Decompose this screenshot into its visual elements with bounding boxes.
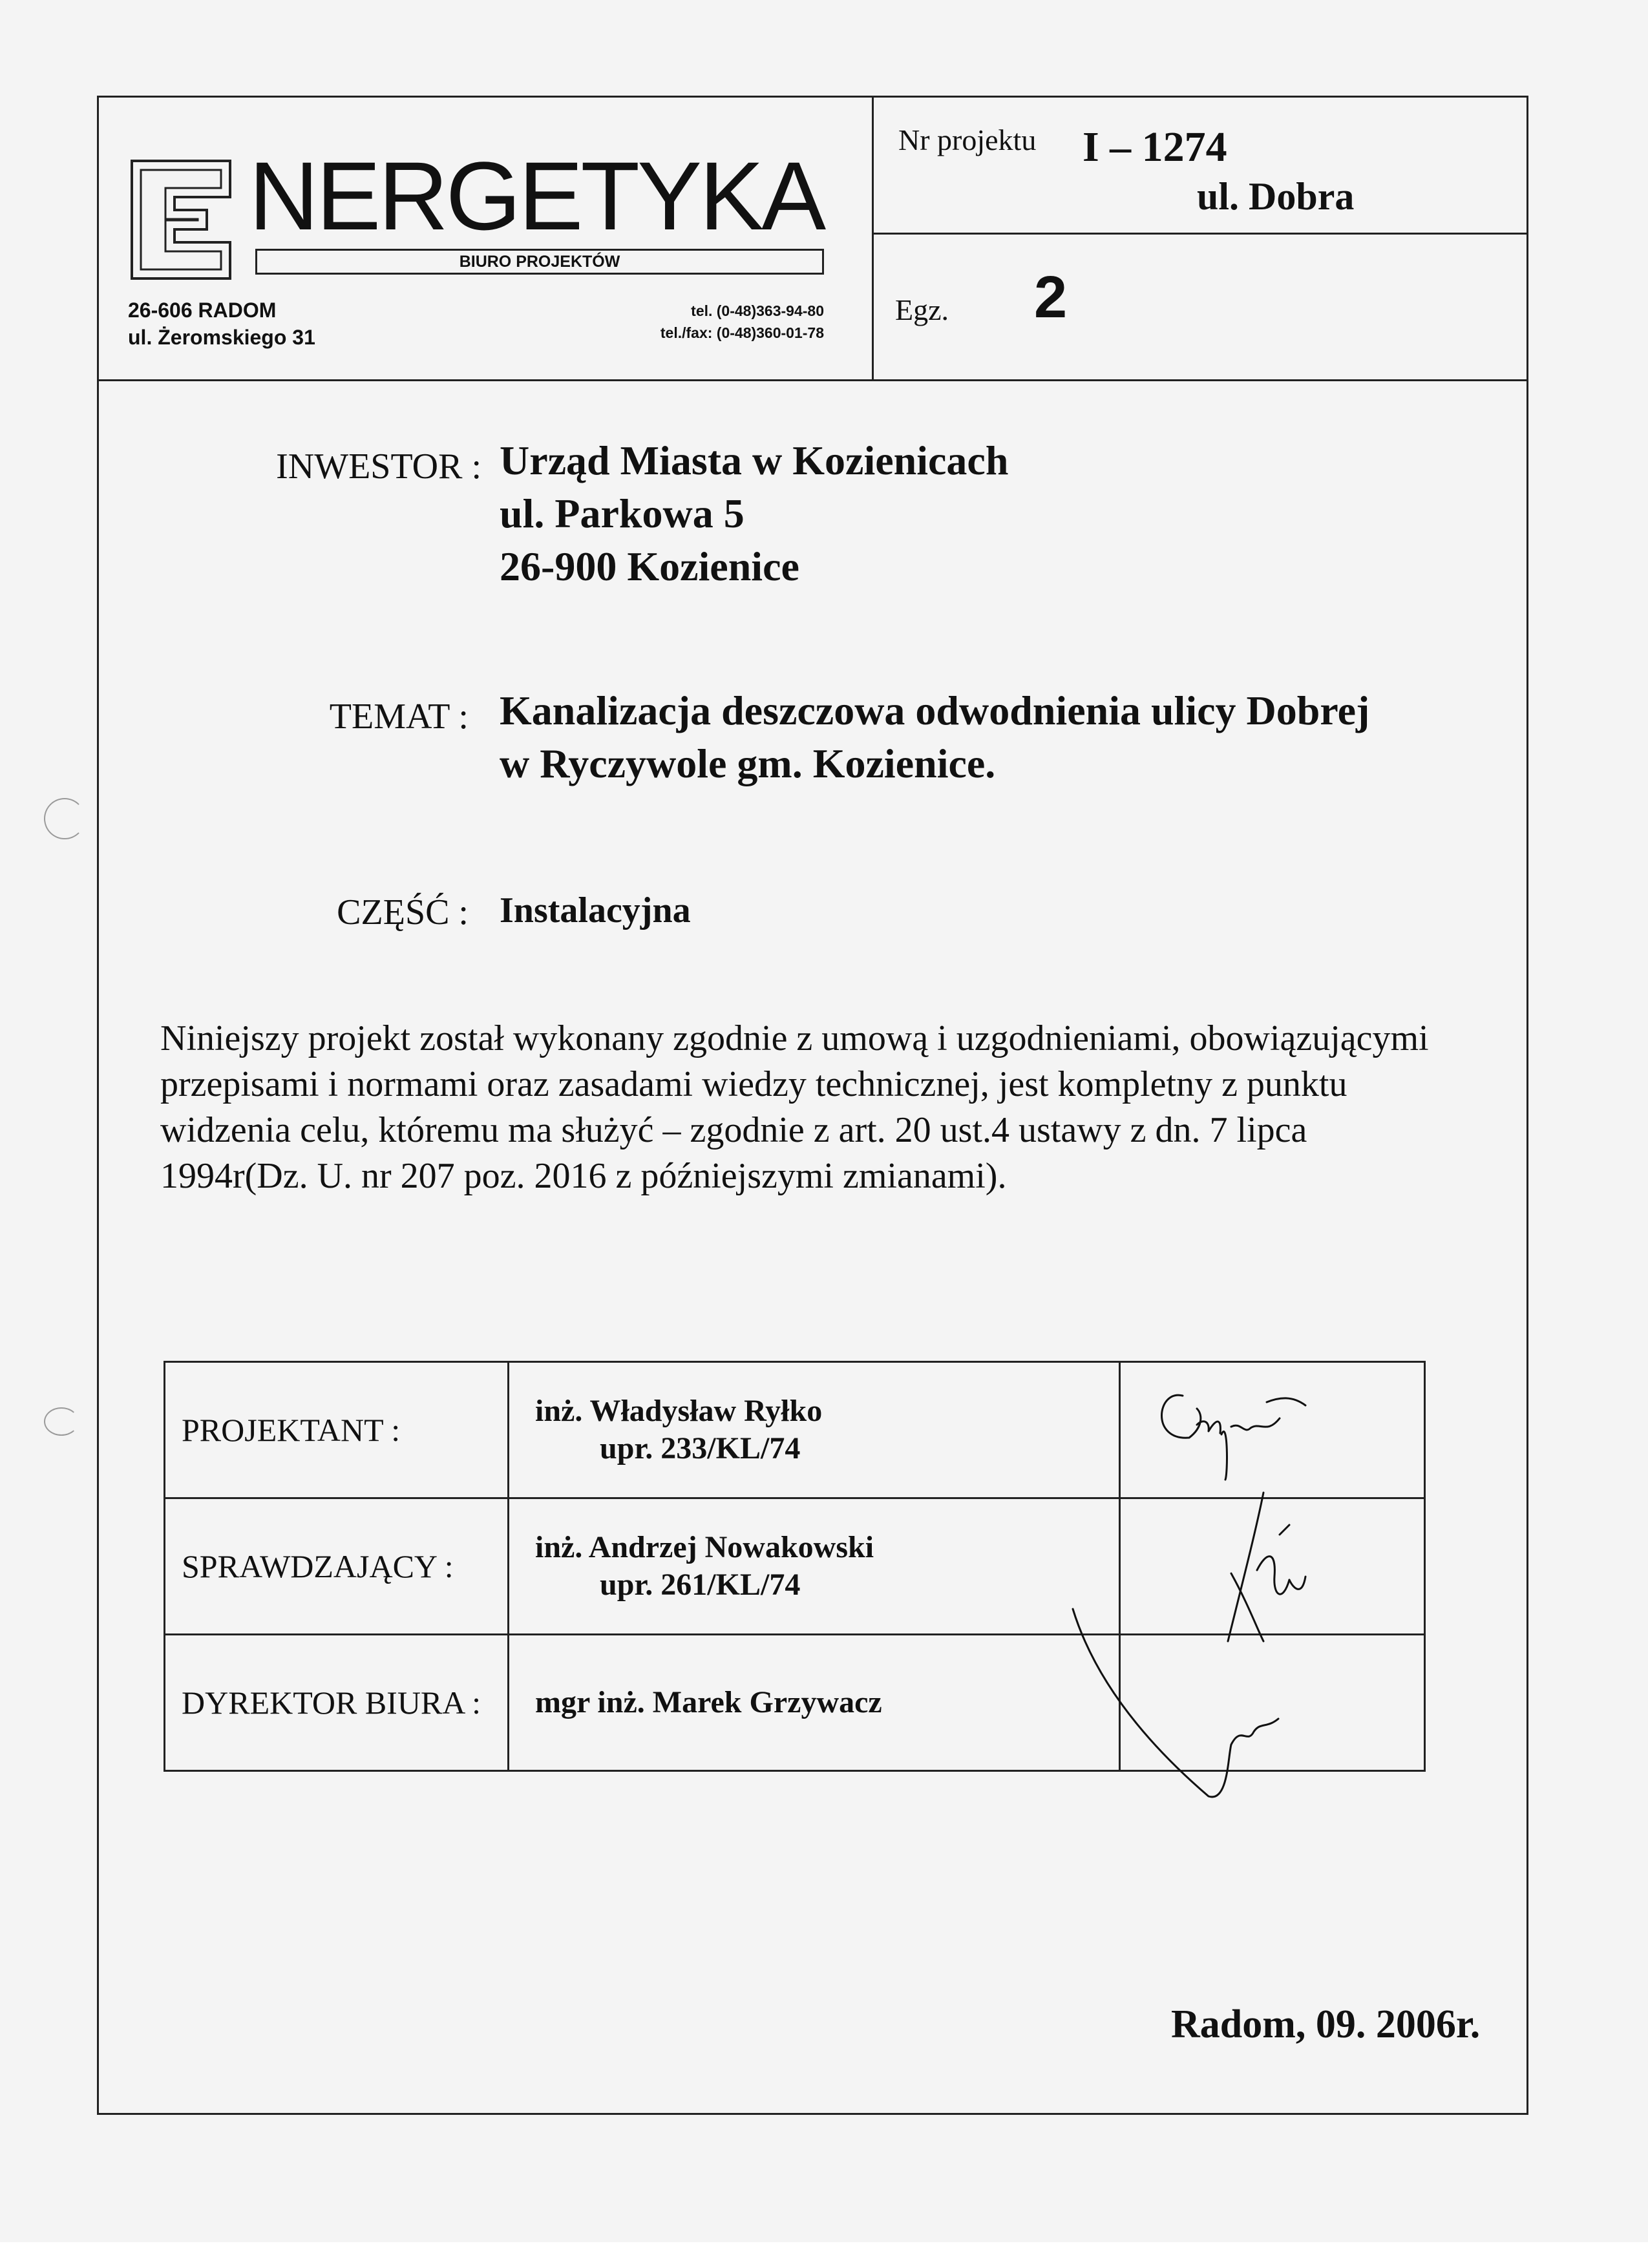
project-number: I – 1274 — [1083, 123, 1227, 171]
role-designer: PROJEKTANT : — [165, 1362, 509, 1498]
statement-line: widzenia celu, któremu ma służyć – zgodnie z art. 20 ust.4 ustawy z dn. 7 lipca — [160, 1110, 1307, 1150]
subject-line-1: Kanalizacja deszczowa odwodnienia ulicy Dobrej — [500, 688, 1370, 733]
director-cell — [509, 1635, 1120, 1771]
subject-label: TEMAT : — [329, 697, 469, 737]
part-label: CZĘŚĆ : — [337, 892, 469, 932]
role-director: DYREKTOR BIURA : — [165, 1635, 509, 1771]
company-fax: tel./fax: (0-48)360-01-78 — [660, 324, 824, 341]
header-column-divider — [872, 96, 874, 380]
handwritten-signatures — [1034, 1357, 1422, 1822]
copy-number: 2 — [1034, 264, 1068, 330]
statement-line: przepisami i normami oraz zasadami wiedzy technicznej, jest kompletny z punktu — [160, 1064, 1347, 1104]
company-tagline: BIURO PROJEKTÓW — [255, 249, 824, 275]
investor-label: INWESTOR : — [276, 446, 481, 487]
designer-name: inż. Władysław Ryłko — [535, 1394, 823, 1428]
investor-name: Urząd Miasta w Kozienicach — [500, 437, 1009, 483]
part-value: Instalacyjna — [500, 890, 691, 930]
role-checker: SPRAWDZAJĄCY : — [165, 1498, 509, 1635]
company-city: 26-606 RADOM — [128, 299, 277, 322]
checker-name: inż. Andrzej Nowakowski — [535, 1530, 874, 1564]
place-and-date: Radom, 09. 2006r. — [1171, 2002, 1481, 2046]
page-bottom-edge — [0, 2242, 1648, 2268]
header-cell-divider — [872, 233, 1528, 235]
investor-street: ul. Parkowa 5 — [500, 490, 745, 536]
checker-cell — [509, 1498, 1120, 1635]
statement-line: Niniejszy projekt został wykonany zgodnie z umową i uzgodnieniami, obowiązującymi — [160, 1018, 1429, 1058]
checker-license: upr. 261/KL/74 — [600, 1568, 801, 1602]
project-number-label: Nr projektu — [898, 123, 1037, 156]
header-divider — [97, 379, 1528, 381]
punch-hole-mark — [44, 1407, 79, 1436]
statement-line: 1994r(Dz. U. nr 207 poz. 2016 z późniejszymi zmianami). — [160, 1156, 1007, 1196]
director-name: mgr inż. Marek Grzywacz — [535, 1685, 882, 1719]
subject-line-2: w Ryczywole gm. Kozienice. — [500, 740, 996, 786]
designer-cell — [509, 1362, 1120, 1498]
company-phone: tel. (0-48)363-94-80 — [691, 302, 824, 319]
investor-city: 26-900 Kozienice — [500, 543, 799, 589]
designer-license: upr. 233/KL/74 — [600, 1431, 801, 1465]
compliance-statement — [160, 1016, 1517, 1199]
company-street: ul. Żeromskiego 31 — [128, 326, 315, 349]
company-name: NERGETYKA — [249, 142, 824, 250]
project-street: ul. Dobra — [1197, 175, 1355, 218]
punch-hole-mark — [44, 798, 85, 839]
company-logo-e — [129, 158, 233, 281]
copy-label: Egz. — [895, 293, 949, 326]
